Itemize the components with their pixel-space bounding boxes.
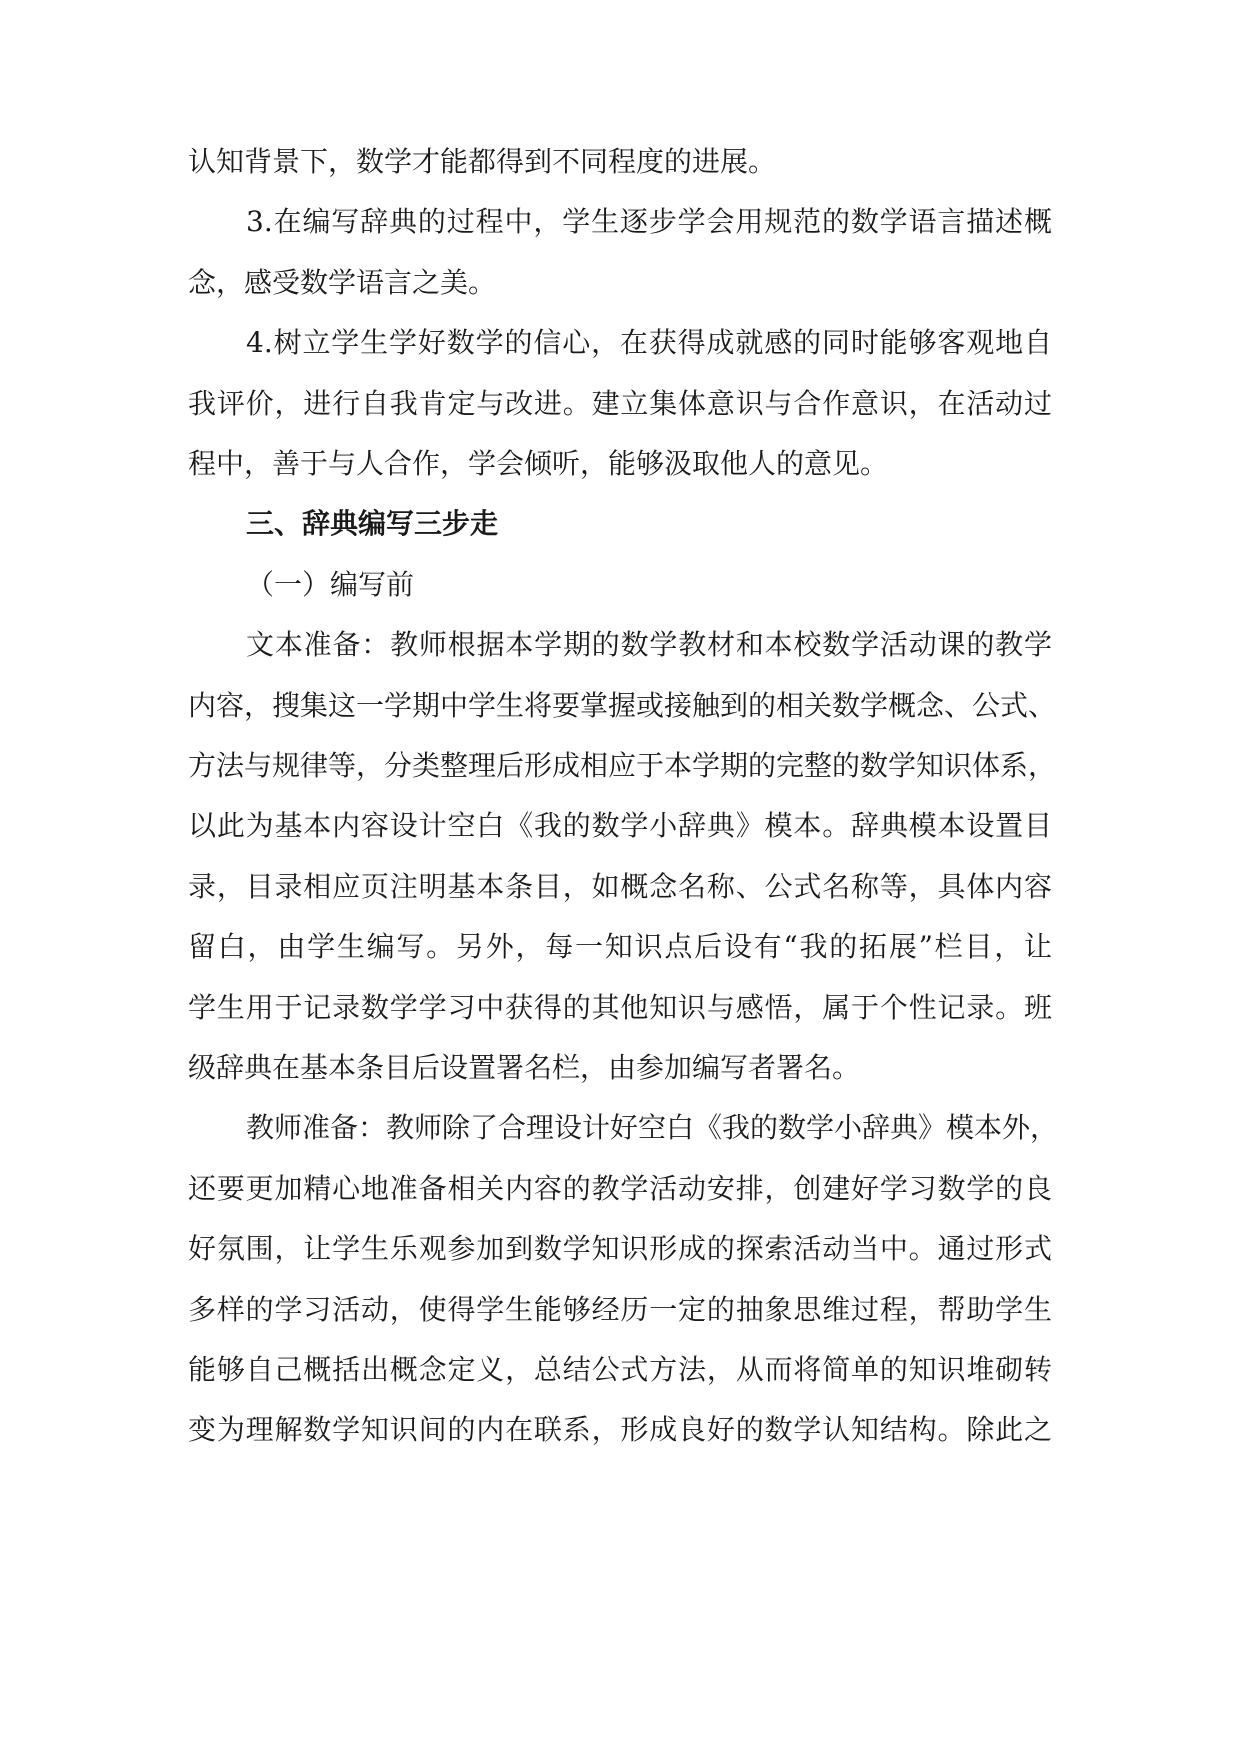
text-line-content: 三、辞典编写三步走	[246, 507, 499, 540]
text-line-content: 多样的学习活动，使得学生能够经历一定的抽象思维过程，帮助学生	[188, 1293, 1052, 1326]
text-line	[0, 374, 1241, 434]
text-line	[0, 917, 1241, 977]
text-line-content: 3.在编写辞典的过程中，学生逐步学会用规范的数学语言描述概	[246, 205, 1052, 238]
text-line-content: 内容，搜集这一学期中学生将要掌握或接触到的相关数学概念、公式、	[188, 689, 1057, 722]
text-line	[0, 978, 1241, 1038]
text-line-content: 录，目录相应页注明基本条目，如概念名称、公式名称等，具体内容	[188, 870, 1052, 903]
text-line	[0, 796, 1241, 856]
text-line-content: 好氛围，让学生乐观参加到数学知识形成的探索活动当中。通过形式	[188, 1232, 1052, 1265]
text-line	[0, 1400, 1241, 1460]
text-line-content: 级辞典在基本条目后设置署名栏，由参加编写者署名。	[188, 1051, 861, 1084]
text-line-content: 我评价，进行自我肯定与改进。建立集体意识与合作意识，在活动过	[188, 387, 1052, 420]
text-line-content: 教师准备：教师除了合理设计好空白《我的数学小辞典》模本外，	[246, 1111, 1059, 1144]
text-line	[0, 132, 1241, 192]
text-line	[0, 313, 1241, 373]
text-line	[0, 857, 1241, 917]
text-line	[0, 615, 1241, 675]
text-line-content: 4.树立学生学好数学的信心，在获得成就感的同时能够客观地自	[246, 326, 1052, 359]
text-line-content: 还要更加精心地准备相关内容的教学活动安排，创建好学习数学的良	[188, 1172, 1052, 1205]
text-line-content: 变为理解数学知识间的内在联系，形成良好的数学认知结构。除此之	[188, 1413, 1052, 1446]
text-line-content: 认知背景下，数学才能都得到不同程度的进展。	[188, 145, 777, 178]
text-line-content: 能够自己概括出概念定义，总结公式方法，从而将简单的知识堆砌转	[188, 1353, 1052, 1386]
text-line-content: 念，感受数学语言之美。	[188, 266, 497, 299]
text-line	[0, 1219, 1241, 1279]
text-line	[0, 1098, 1241, 1158]
section-heading	[0, 494, 1241, 554]
text-line	[0, 1280, 1241, 1340]
text-line	[0, 434, 1241, 494]
text-line-content: （一）编写前	[246, 568, 415, 601]
text-line-content: 文本准备：教师根据本学期的数学教材和本校数学活动课的教学	[246, 628, 1052, 661]
text-line	[0, 1340, 1241, 1400]
text-line	[0, 736, 1241, 796]
text-line	[0, 253, 1241, 313]
text-line-content: 程中，善于与人合作，学会倾听，能够汲取他人的意见。	[188, 447, 889, 480]
text-line-content: 以此为基本内容设计空白《我的数学小辞典》模本。辞典模本设置目	[188, 809, 1052, 842]
text-line-content: 留白，由学生编写。另外，每一知识点后设有“我的拓展”栏目，让	[188, 930, 1052, 963]
text-line	[0, 1159, 1241, 1219]
text-line-content: 学生用于记录数学学习中获得的其他知识与感悟，属于个性记录。班	[188, 991, 1052, 1024]
text-line	[0, 676, 1241, 736]
text-line-content: 方法与规律等，分类整理后形成相应于本学期的完整的数学知识体系，	[188, 749, 1057, 782]
text-line	[0, 555, 1241, 615]
text-line	[0, 1038, 1241, 1098]
text-line	[0, 192, 1241, 252]
